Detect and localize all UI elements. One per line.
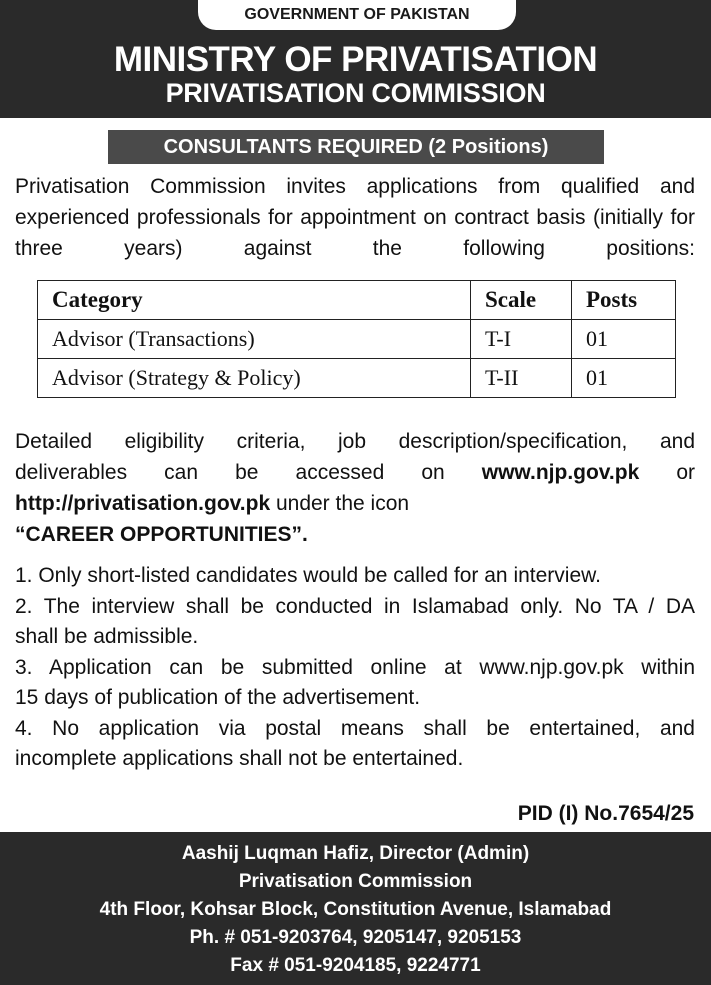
list-item: 15 days of publication of the advertisement.: [15, 686, 421, 709]
details-line: [15, 457, 695, 488]
list-item: 2. The interview shall be conducted in Islamabad only. No TA / DA: [15, 594, 695, 618]
contact-phone: Ph. # 051-9203764, 9205147, 9205153: [189, 927, 522, 948]
positions-banner: CONSULTANTS REQUIRED (2 Positions): [108, 130, 604, 164]
text-fragment: on: [421, 461, 445, 484]
text-fragment: can: [164, 461, 199, 484]
list-item: 1. Only short-listed candidates would be called for an interview.: [15, 564, 601, 587]
government-label: GOVERNMENT OF PAKISTAN: [198, 0, 516, 30]
contact-organization: Privatisation Commission: [238, 871, 473, 892]
header-category: Category: [38, 281, 471, 320]
intro-paragraph: Privatisation Commission invites applications from qualified and experienced professionals for appointment on contract basis (initially for three years) against the following positions:: [15, 175, 695, 260]
footer-contact: [0, 832, 711, 985]
posts-cell: 01: [572, 359, 676, 398]
career-opportunities-label: “CAREER OPPORTUNITIES”.: [15, 523, 308, 546]
instructions-list: [15, 561, 695, 775]
positions-table: [37, 280, 676, 398]
header-scale: Scale: [471, 281, 572, 320]
pid-number: PID (I) No.7654/25: [517, 802, 694, 825]
scale-cell: T-I: [471, 320, 572, 359]
text-fragment: deliverables: [15, 461, 128, 484]
posts-cell: 01: [572, 320, 676, 359]
scale-cell: T-II: [471, 359, 572, 398]
category-cell: Advisor (Transactions): [38, 320, 471, 359]
commission-title: PRIVATISATION COMMISSION: [165, 78, 546, 108]
text-fragment: under the icon: [270, 492, 410, 515]
njp-link[interactable]: www.njp.gov.pk: [481, 461, 640, 484]
category-cell: Advisor (Strategy & Policy): [38, 359, 471, 398]
details-line: [15, 488, 695, 519]
header-posts: Posts: [572, 281, 676, 320]
text-fragment: accessed: [295, 461, 385, 484]
details-line: Detailed eligibility criteria, job description/specification, and: [15, 430, 695, 453]
details-paragraph: [15, 426, 695, 550]
text-fragment: or: [676, 461, 696, 484]
text-fragment: be: [235, 461, 259, 484]
header-bar: [0, 0, 711, 118]
privatisation-link[interactable]: http://privatisation.gov.pk: [15, 492, 271, 515]
list-item: incomplete applications shall not be entertained.: [15, 747, 464, 770]
ministry-title: MINISTRY OF PRIVATISATION: [113, 40, 598, 79]
contact-address: 4th Floor, Kohsar Block, Constitution Avenue, Islamabad: [99, 899, 612, 920]
list-item: 4. No application via postal means shall be entertained, and: [15, 716, 695, 740]
list-item: shall be admissible.: [15, 625, 199, 648]
list-item: 3. Application can be submitted online at www.njp.gov.pk within: [15, 655, 695, 679]
contact-fax: Fax # 051-9204185, 9224771: [230, 955, 481, 976]
table-header-row: [38, 281, 676, 320]
contact-name: Aashij Luqman Hafiz, Director (Admin): [181, 843, 530, 864]
table-row: [38, 320, 676, 359]
table-row: [38, 359, 676, 398]
